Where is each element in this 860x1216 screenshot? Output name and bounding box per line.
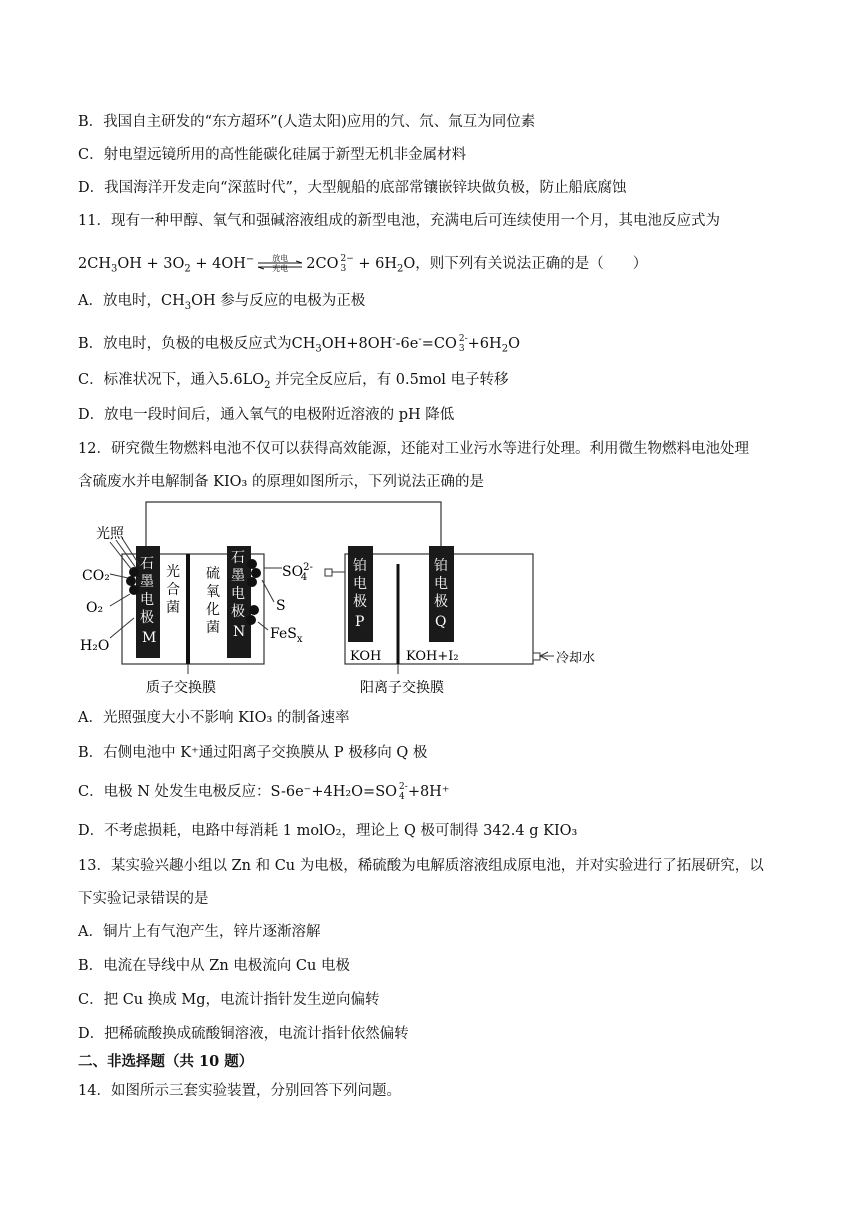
label-fesx: FeS$_x$ (270, 626, 303, 645)
q11-stem: 11．现有一种甲醇、氧气和强碱溶液组成的新型电池，充满电后可连续使用一个月，其电池反应式为 (78, 213, 720, 229)
svg-text:铂: 铂 (353, 558, 367, 574)
q13-option-b: B．电流在导线中从 Zn 电极流向 Cu 电极 (78, 958, 350, 974)
q11-option-b: B．放电时，负极的电极反应式为$CH_3OH+8OH^--6e^-=CO$ 2- 3 $+6H_2O$ (78, 333, 520, 355)
electrode-q-label (434, 558, 448, 630)
svg-text:极: 极 (140, 610, 154, 626)
svg-text:合: 合 (166, 582, 180, 598)
section-heading: 二、非选择题（共 10 题） (78, 1053, 254, 1070)
q12-option-b: B．右侧电池中 K⁺通过阳离子交换膜从 P 极移向 Q 极 (78, 745, 428, 761)
reversible-arrow: 放电 充电 (257, 255, 303, 273)
q12-option-a: A．光照强度大小不影响 KIO₃ 的制备速率 (78, 710, 350, 726)
electrode-m-label (140, 556, 156, 646)
svg-text:硫: 硫 (206, 566, 220, 582)
label-proton-membrane: 质子交换膜 (146, 680, 216, 696)
label-cooling-water: 冷却水 (556, 651, 596, 666)
q14-stem: 14．如图所示三套实验装置，分别回答下列问题。 (78, 1083, 401, 1099)
svg-text:墨: 墨 (140, 574, 154, 590)
svg-text:墨: 墨 (231, 568, 245, 584)
label-koh: KOH (350, 649, 382, 664)
svg-text:化: 化 (206, 602, 220, 618)
q10-option-b: B．我国自主研发的“东方超环”(人造太阳)应用的氕、氘、氚互为同位素 (78, 114, 536, 130)
bacteria1-label (166, 563, 180, 616)
svg-text:电: 电 (353, 576, 367, 592)
bacteria2-label (206, 566, 220, 636)
label-light: 光照 (96, 526, 124, 542)
svg-text:电: 电 (140, 592, 154, 608)
q10-option-c: C．射电望远镜所用的高性能碳化硅属于新型无机非金属材料 (78, 147, 467, 163)
q12-option-d: D．不考虑损耗，电路中每消耗 1 molO₂，理论上 Q 极可制得 342.4 g KIO₃ (78, 823, 578, 839)
q10-option-d: D．我国海洋开发走向“深蓝时代”，大型舰船的底部常镶嵌锌块做负极，防止船底腐蚀 (78, 180, 627, 196)
q13-option-d: D．把稀硫酸换成硫酸铜溶液，电流计指针依然偏转 (78, 1026, 409, 1042)
q11-option-d: D．放电一段时间后，通入氧气的电极附近溶液的 pH 降低 (78, 407, 455, 423)
svg-text:极: 极 (434, 594, 448, 610)
q13-stem-line1: 13．某实验兴趣小组以 Zn 和 Cu 为电极，稀硫酸为电解质溶液组成原电池，并对实验进行了拓展研究，以 (78, 858, 764, 874)
svg-text:光: 光 (166, 564, 180, 580)
svg-text:N: N (233, 624, 246, 640)
label-o2: O₂ (86, 600, 104, 616)
label-koh-i2: KOH+I₂ (406, 649, 459, 664)
svg-text:电: 电 (434, 576, 448, 592)
svg-text:氧: 氧 (206, 584, 220, 600)
fuel-cell-diagram (78, 498, 596, 698)
svg-text:菌: 菌 (206, 620, 220, 636)
q11-option-a: A．放电时，$CH_3OH$ 参与反应的电极为正极 (78, 293, 366, 312)
svg-text:铂: 铂 (434, 558, 448, 574)
label-h2o: H₂O (80, 638, 110, 654)
svg-text:Q: Q (435, 614, 447, 630)
svg-text:菌: 菌 (166, 600, 180, 616)
label-co2: CO₂ (82, 568, 110, 584)
q11-equation: $2CH_3OH + 3O_2 + 4OH^-$ 放电 充电 2CO 2− 3 + $6H_2O$，则下列有关说法正确的是（ ） (78, 253, 648, 275)
electrode-n-label (231, 550, 245, 640)
q13-stem-line2: 下实验记录错误的是 (78, 891, 209, 907)
svg-text:极: 极 (231, 604, 245, 620)
svg-text:P: P (355, 614, 365, 630)
q12-stem-line2: 含硫废水并电解制备 KIO₃ 的原理如图所示，下列说法正确的是 (78, 474, 484, 490)
svg-text:石: 石 (140, 556, 154, 572)
q12-option-c: C．电极 N 处发生电极反应：S-6e⁻+4H₂O=SO 2- 4 +8H⁺ (78, 782, 450, 802)
label-cation-membrane: 阳离子交换膜 (360, 680, 444, 696)
label-s: S (276, 598, 286, 614)
svg-text:电: 电 (231, 586, 245, 602)
svg-text:极: 极 (353, 594, 367, 610)
q13-option-a: A．铜片上有气泡产生，锌片逐渐溶解 (78, 924, 321, 940)
svg-text:M: M (142, 630, 157, 646)
q11-option-c: C．标准状况下，通入$5.6LO_2$ 并完全反应后，有 0.5mol 电子转移 (78, 372, 509, 391)
label-so4: $SO^{2-}4$ (282, 562, 313, 583)
svg-text:石: 石 (231, 550, 245, 566)
q13-option-c: C．把 Cu 换成 Mg，电流计指针发生逆向偏转 (78, 992, 380, 1008)
q12-stem-line1: 12．研究微生物燃料电池不仅可以获得高效能源，还能对工业污水等进行处理。利用微生物燃料电池处理 (78, 441, 749, 457)
